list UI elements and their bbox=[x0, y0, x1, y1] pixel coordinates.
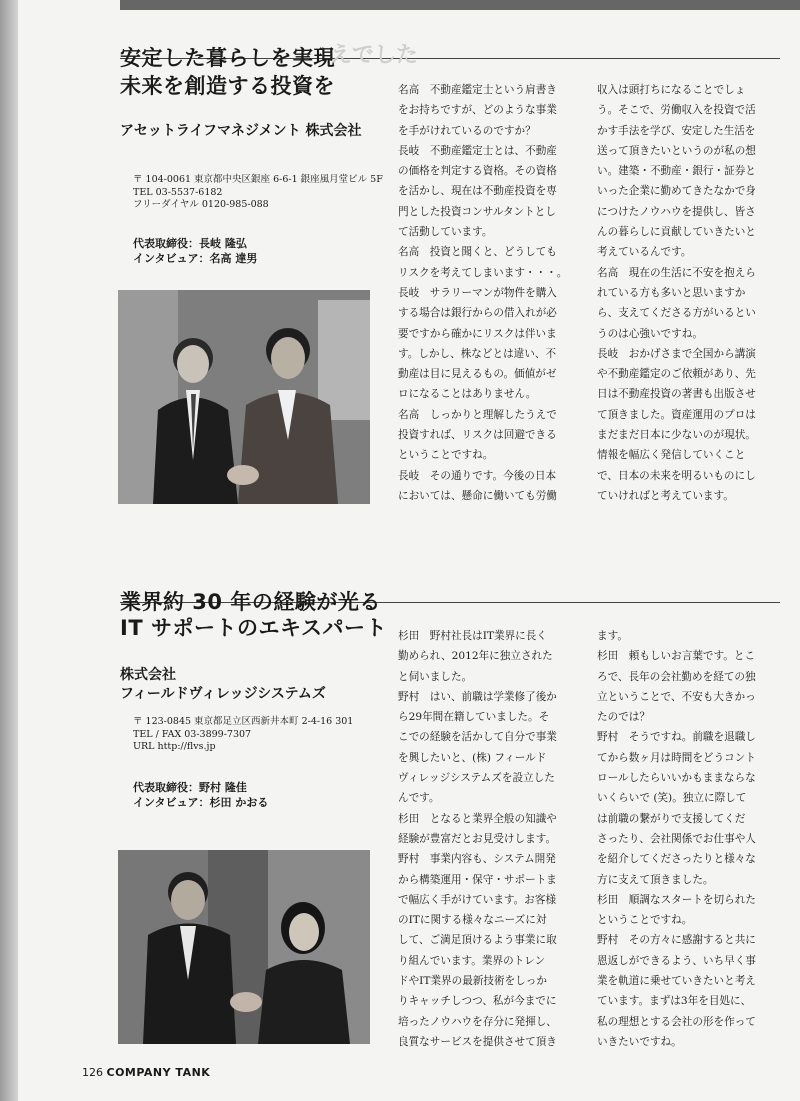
article2-headline-line2: IT サポートのエキスパート bbox=[120, 616, 388, 640]
article1-photo bbox=[118, 290, 370, 504]
page-number: 126 bbox=[82, 1066, 103, 1079]
article1-company-name: アセットライフマネジメント 株式会社 bbox=[120, 123, 362, 139]
article1-column-2: 収入は頭打ちになることでしょ う。そこで、労働収入を投資で活 かす手法を学び、安定した生活を 送って頂きたいというのが私の想 い。建築・不動産・銀行・証券と いった企業に勤めてきたなかで身 につけたノウハウを提供し、皆さ んの暮らしに貢献していきたいと 考えているんです。 名高 現在の生活に不安を抱えら れている方も多いと思いますか ら、支えてくださる方がいるとい うのは心強いですね。 長岐 おかげさまで全国から講演 や不動産鑑定のご依頼があり、先 日は不動産投資の著書も出版させ て頂きました。資産運用のプロは まだまだ日本に少ないのが現状。 情報を幅広く発信していくこと で、日本の未来を明るいものにし ていければと考えています。 bbox=[597, 84, 756, 502]
article2-headline-line1: 業界約 30 年の経験が光る bbox=[120, 590, 381, 614]
page-gutter-shadow bbox=[0, 0, 18, 1101]
article2-column-1: 杉田 野村社長はIT業界に長く 勤められ、2012年に独立された と伺いました。 野村 はい、前職は学業修了後か ら29年間在籍していました。そ こでの経験を活かして自分で事業 を興したいと、(株) フィールド ヴィレッジシステムズを設立した んです。 杉田 となると業界全般の知識や 経験が豊富だとお見受けします。 野村 事業内容も、システム開発 から構築運用・保守・サポートま で幅広く手がけています。お客様 のITに関する様々なニーズに対 して、ご満足頂けるよう事業に取 り組んでいます。業界のトレン ドやIT業界の最新技術をしっか りキャッチしつつ、私が今までに 培ったノウハウを存分に発揮し、 良質なサービスを提供させて頂き bbox=[398, 630, 557, 1048]
article1-column-1: 名高 不動産鑑定士という肩書き をお持ちですが、どのような事業 を手がけれているのですか？ 長岐 不動産鑑定士とは、不動産 の価格を判定する資格。その資格 を活かし、現在は不動産投資を専 門とした投資コンサルタントとし て活動しています。 名高 投資と聞くと、どうしても リスクを考えてしまいます・・・。 長岐 サラリーマンが物件を購入 する場合は銀行からの借入れが必 要ですから確かにリスクは伴いま す。しかし、株などとは違い、不 動産は目に見えるもの。価値がゼ ロになることはありません。 名高 しっかりと理解したうえで 投資すれば、リスクは回避できる ということですね。 長岐 その通りです。今後の日本 においては、懸命に働いても労働 bbox=[398, 84, 568, 502]
handshake-photo-illustration bbox=[118, 290, 370, 504]
article2-column-2: ます。 杉田 頼もしいお言葉です。とこ ろで、長年の会社勤めを経ての独 立ということで、不安も大きかっ たのでは？ 野村 そうですね。前職を退職し てから数ヶ月は時間をどうコント ロールしたらいいかもままならな いくらいで (笑)。独立に際して は前職の繋がりで支援してくだ さったり、会社関係でお仕事や人 を紹介してくださったりと様々な 方に支えて頂きました。 杉田 順調なスタートを切られた ということですね。 野村 その方々に感謝すると共に 恩返しができるよう、いち早く事 業を軌道に乗せていきたいと考え ています。まずは3年を目処に、 私の理想とする会社の形を作って いきたいですね。 bbox=[597, 630, 756, 1048]
top-band bbox=[120, 0, 800, 10]
article1-headline-line1: 安定した暮らしを実現 bbox=[120, 46, 335, 70]
article2-roles: 代表取締役：野村 隆佳 インタビュア：杉田 かおる bbox=[133, 781, 269, 809]
brand-logo-text: COMPANY TANK bbox=[106, 1066, 211, 1079]
article2-photo bbox=[118, 850, 370, 1044]
article1-bleed-text: えでした bbox=[330, 43, 419, 68]
page-footer bbox=[82, 1066, 210, 1079]
article1-address: 〒 104-0061 東京都中央区銀座 6-6-1 銀座風月堂ビル 5F TEL 03-5537-6182 フリーダイヤル 0120-985-088 bbox=[133, 174, 383, 210]
handshake-photo-illustration-2 bbox=[118, 850, 370, 1044]
article2-address: 〒 123-0845 東京都足立区西新井本町 2-4-16 301 TEL / FAX 03-3899-7307 URL http://flvs.jp bbox=[133, 716, 354, 752]
article2-company-name: 株式会社 フィールドヴィレッジシステムズ bbox=[120, 667, 326, 702]
article1-roles: 代表取締役：長岐 隆弘 インタビュア：名高 達男 bbox=[133, 237, 258, 265]
article1-headline-line2: 未来を創造する投資を bbox=[120, 74, 335, 98]
